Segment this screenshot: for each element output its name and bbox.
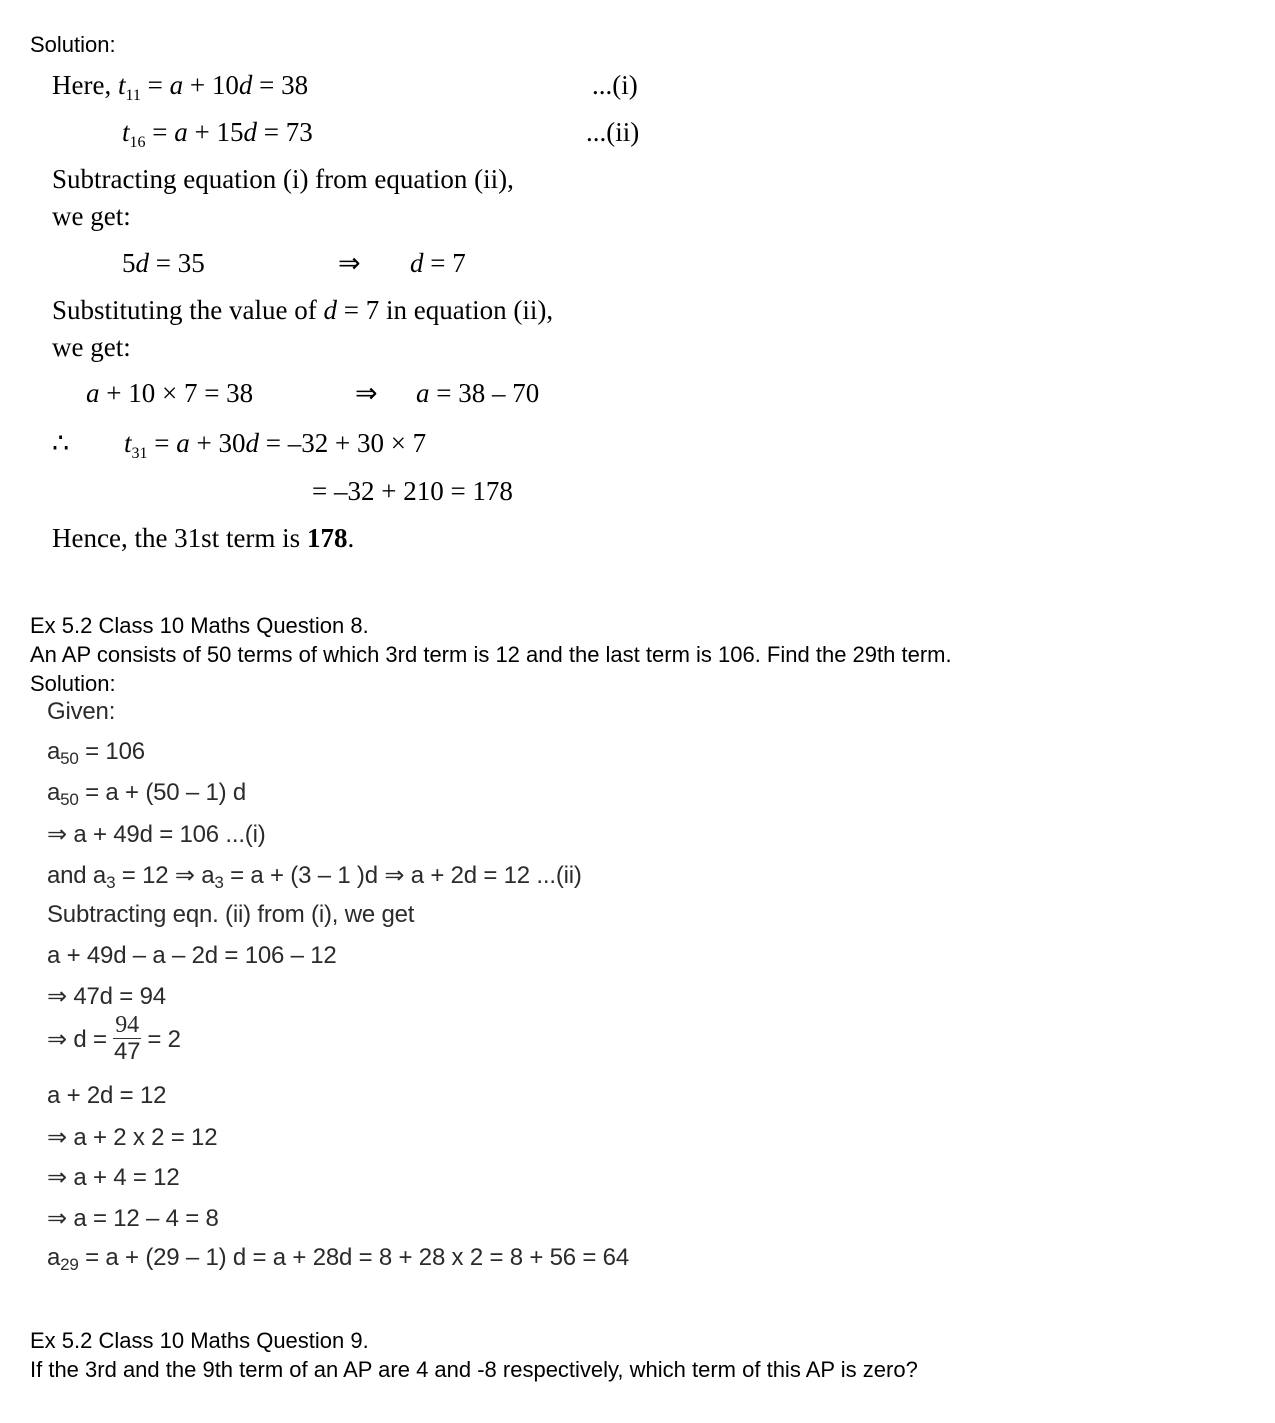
q8-line-a50-formula: $a_{50} = a + (50 - 1)$ d bbox=[47, 779, 247, 809]
we-get-text-2: we get: bbox=[52, 332, 131, 362]
q8-line-a-2x2: ⇒ a + 2 x 2 = 12 bbox=[47, 1124, 218, 1151]
q8-line-a2d: a + 2d = 12 bbox=[47, 1082, 167, 1109]
implies-arrow: ⇒ bbox=[338, 248, 361, 278]
implies-arrow-2: ⇒ bbox=[355, 378, 378, 408]
q8-line-subtracting: Subtracting eqn. (ii) from (i), we get bbox=[47, 901, 415, 928]
equation-a-rhs: a = 38 – 70 bbox=[416, 378, 540, 408]
q8-line-a8: ⇒ a = 12 – 4 = 8 bbox=[47, 1205, 219, 1232]
q8-line-a29: $a_{29} = a + (29 - 1) d = a + 28d = 8 + 28$ x 2 = 8 + 56 = 64 bbox=[47, 1244, 629, 1274]
solution-label: Solution: bbox=[30, 32, 116, 57]
q8-line-subtraction: a + 49d – a – 2d = 106 – 12 bbox=[47, 942, 337, 969]
equation-tag-i: ...(i) bbox=[592, 70, 638, 100]
q8-line-eq-ii: and $a_3 = 12$ ⇒ $a_3 = a + (3 - 1$ )d ⇒ a + 2d = 12 ...(ii) bbox=[47, 862, 582, 892]
q8-question: An AP consists of 50 terms of which 3rd term is 12 and the last term is 106. Find the 29th term. bbox=[30, 642, 952, 667]
fraction: $\frac{94}{47}$ bbox=[113, 1012, 141, 1065]
equation-tag-ii: ...(ii) bbox=[586, 117, 640, 147]
subtract-text: Subtracting equation (i) from equation (ii), bbox=[52, 164, 514, 194]
equation-t31-line2: = –32 + 210 = 178 bbox=[312, 476, 513, 506]
q8-line-a50: $a_{50} = 106$ bbox=[47, 738, 145, 768]
equation-a-lhs: a + 10 × 7 = 38 bbox=[86, 378, 254, 408]
q9-heading: Ex 5.2 Class 10 Maths Question 9. bbox=[30, 1328, 369, 1353]
q8-line-47d: ⇒ 47d = 94 bbox=[47, 983, 166, 1010]
q8-line-eq-i: ⇒ a + 49d = 106 ...(i) bbox=[47, 821, 266, 848]
equation-d: d = 7 bbox=[410, 248, 466, 278]
q8-heading: Ex 5.2 Class 10 Maths Question 8. bbox=[30, 613, 369, 638]
q8-given: Given: bbox=[47, 698, 116, 725]
equation-5d: 5d = 35 bbox=[122, 248, 205, 278]
equation-t11: Here, $t_{11} = a + 10d = 38$ bbox=[52, 70, 309, 104]
we-get-text: we get: bbox=[52, 201, 131, 231]
hence-statement: Hence, the 31st term is 178. bbox=[52, 523, 355, 553]
q9-question: If the 3rd and the 9th term of an AP are 4 and -8 respectively, which term of this AP is zero? bbox=[30, 1357, 918, 1382]
equation-t31: $t_{31} = a + 30d = -32 + 30 \times 7$ bbox=[124, 428, 427, 462]
substitute-text: Substituting the value of d = 7 in equation (ii), bbox=[52, 295, 554, 325]
therefore-symbol: ∴ bbox=[52, 428, 70, 458]
q8-line-a4: ⇒ a + 4 = 12 bbox=[47, 1164, 180, 1191]
equation-t16: $t_{16} = a + 15d = 73$ bbox=[122, 117, 313, 151]
q8-solution-label: Solution: bbox=[30, 671, 116, 696]
q8-line-d-fraction: ⇒ d = $\frac{94}{47}$ = 2 bbox=[47, 1012, 181, 1065]
